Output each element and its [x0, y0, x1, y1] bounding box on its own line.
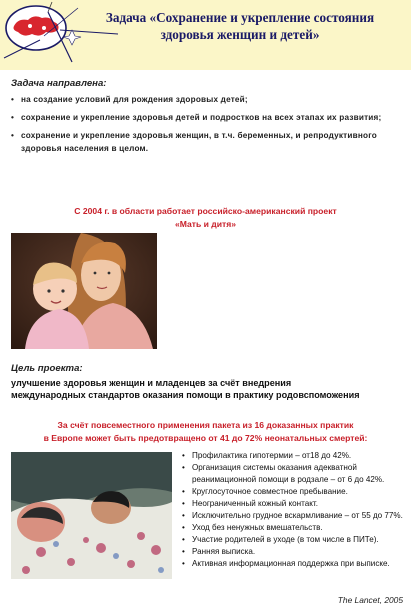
task-bullet-item: • сохранение и укрепление здоровья женщин, в т.ч. беременных, и репродуктивного здоровья населения в целом. — [11, 129, 403, 155]
practice-item: • Круглосуточное совместное пребывание. — [182, 486, 408, 498]
newborn-photo — [11, 452, 172, 579]
result-statement — [0, 419, 411, 445]
project-announcement — [0, 205, 411, 231]
practice-item: • Участие родителей в уходе (в том числе в ПИТе). — [182, 534, 408, 546]
practice-item: • Профилактика гипотермии – от18 до 42%. — [182, 450, 408, 462]
page-title-line-2: здоровья женщин и детей» — [160, 27, 320, 42]
practice-item: • Уход без ненужных вмешательств. — [182, 522, 408, 534]
project-line-1: С 2004 г. в области работает российско-американский проект — [74, 206, 337, 216]
goal-line-2: международных стандартов оказания помощи в практику родовспоможения — [11, 390, 360, 400]
goal-text — [11, 377, 407, 401]
citation: The Lancet, 2005 — [337, 595, 403, 605]
goal-heading: Цель проекта: — [11, 363, 83, 374]
task-heading: Задача направлена: — [11, 78, 107, 89]
task-bullet-item: • сохранение и укрепление здоровья детей и подростков на всех этапах их развития; — [11, 111, 403, 124]
practices-list — [182, 450, 408, 570]
goal-line-1: улучшение здоровья женщин и младенцев за счёт внедрения — [11, 378, 292, 388]
page-title-line-1: Задача «Сохранение и укрепление состояния — [105, 10, 375, 25]
mother-child-photo — [11, 233, 157, 349]
practice-item: • Неограниченный кожный контакт. — [182, 498, 408, 510]
task-bullet-list — [11, 93, 403, 155]
header-band — [0, 0, 411, 70]
result-line-2: в Европе может быть предотвращено от 41 до 72% неонатальных смертей: — [43, 433, 368, 443]
practice-item: • Исключительно грудное вскармливание – от 55 до 77%. — [182, 510, 408, 522]
task-bullet-item: • на создание условий для рождения здоровых детей; — [11, 93, 403, 106]
practice-item: • Организация системы оказания адекватной реанимационной помощи в родзале – от 6 до 42%. — [182, 462, 408, 486]
result-line-1: За счёт повсеместного применения пакета из 16 доказанных практик — [57, 420, 354, 430]
practice-item: • Активная информационная поддержка при выписке. — [182, 558, 408, 570]
page-title — [78, 9, 402, 43]
practice-item: • Ранняя выписка. — [182, 546, 408, 558]
project-line-2: «Мать и дитя» — [174, 219, 237, 229]
